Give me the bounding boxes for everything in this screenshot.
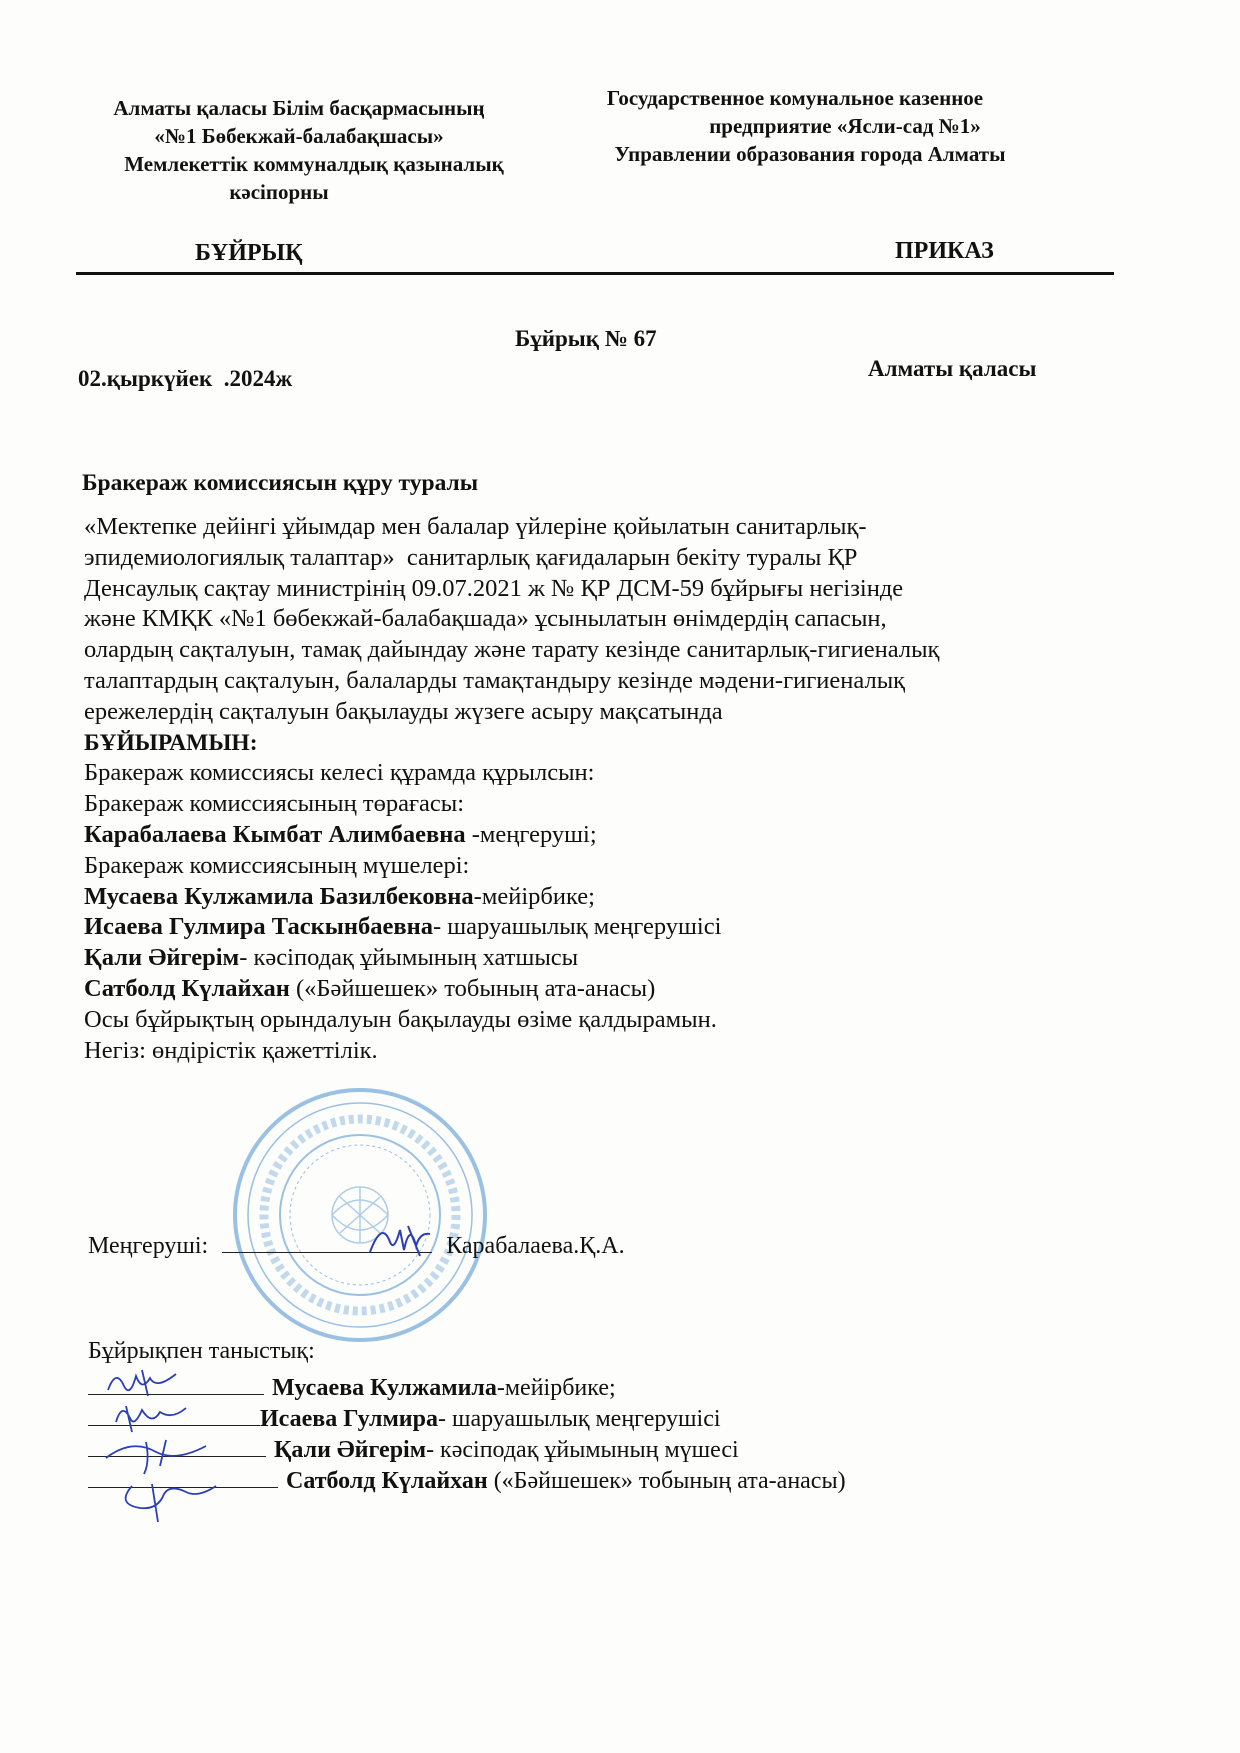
order-title-ru: ПРИКАЗ — [895, 238, 994, 264]
director-label: Меңгеруші: — [88, 1233, 209, 1259]
control-clause: Осы бұйрықтың орындалуын бақылауды өзіме қалдырамын. — [84, 1005, 717, 1033]
chair-label: Бракераж комиссиясының төрағасы: — [84, 790, 465, 818]
member-row — [84, 912, 1124, 943]
chair-row — [84, 820, 1124, 851]
preamble-line: олардың сақталуын, тамақ дайындау және тарату кезінде санитарлық-гигиеналық — [84, 636, 940, 664]
header-ru-block — [570, 84, 1050, 168]
member-name: Исаева Гулмира Таскынбаевна — [84, 913, 433, 941]
member-row — [84, 974, 1124, 1005]
header-ru-line: Государственное комунальное казенное — [606, 86, 984, 110]
member-row — [84, 943, 1124, 974]
ack-signatures-icon — [86, 1362, 266, 1527]
order-number: Бұйрық № 67 — [515, 326, 657, 351]
preamble-line: талаптардың сақталуын, балаларды тамақтандыру кезінде мәдени-гигиеналық — [84, 666, 906, 694]
order-subject: Бракераж комиссиясын құру туралы — [82, 470, 479, 496]
ack-role: -мейірбике; — [496, 1375, 616, 1401]
member-role: - шаруашылық меңгерушісі — [433, 913, 722, 941]
ack-role: - кәсіподақ ұйымының мүшесі — [426, 1437, 739, 1463]
header-kz-line: кәсіпорны — [229, 180, 329, 204]
member-role: («Бәйшешек» тобының ата-анасы) — [289, 974, 656, 1002]
member-name: Қали Әйгерім — [84, 944, 240, 972]
ack-role: - шаруашылық меңгерушісі — [437, 1406, 721, 1432]
acknowledgement-label: Бұйрықпен таныстық: — [88, 1338, 315, 1364]
commission-intro: Бракераж комиссиясы келесі құрамда құрылсын: — [84, 759, 595, 787]
decree-heading: БҰЙЫРАМЫН: — [84, 729, 258, 756]
member-name: Мусаева Кулжамила Базилбековна — [84, 882, 474, 910]
chair-role: -меңгеруші; — [465, 820, 597, 848]
ack-name: Мусаева Кулжамила — [272, 1375, 497, 1401]
director-signature-row — [88, 1228, 625, 1260]
basis-clause: Негіз: өндірістік қажеттілік. — [84, 1036, 378, 1064]
header-ru-line: Управлении образования города Алматы — [614, 142, 1006, 166]
preamble-line: «Мектепке дейінгі ұйымдар мен балалар үйлеріне қойылатын санитарлық- — [84, 513, 867, 540]
header-ru-line: предприятие «Ясли-сад №1» — [709, 114, 981, 138]
member-row — [84, 882, 1124, 913]
member-name: Сатболд Күлайхан — [84, 974, 290, 1002]
ack-name: Исаева Гулмира — [260, 1406, 438, 1432]
preamble-line: Денсаулық сақтау министрінің 09.07.2021 ж № ҚР ДСМ-59 бұйрығы негізінде — [84, 574, 904, 602]
order-date: 02.қыркүйек .2024ж — [78, 366, 293, 391]
preamble-line: және КМҚК «№1 бөбекжай-балабақшада» ұсынылатын өнімдердің сапасын, — [84, 605, 887, 633]
order-body — [84, 512, 1124, 1066]
header-kz-line: Мемлекеттік коммуналдық қазыналық — [124, 152, 504, 176]
ack-name: Қали Әйгерім — [274, 1437, 427, 1463]
chair-name: Карабалаева Кымбат Алимбаевна — [84, 820, 466, 848]
ack-role: («Бәйшешек» тобының ата-анасы) — [487, 1468, 846, 1494]
header-kz-line: Алматы қаласы Білім басқармасының — [113, 96, 485, 120]
preamble-line: ережелердің сақталуын бақылауды жүзеге асыру мақсатында — [84, 697, 723, 725]
ack-name: Сатболд Күлайхан — [286, 1468, 488, 1494]
header-kz-block — [64, 94, 534, 206]
preamble-line: эпидемиологиялық талаптар» санитарлық қағидаларын бекіту туралы ҚР — [84, 543, 858, 571]
member-role: - кәсіподақ ұйымының хатшысы — [239, 944, 579, 972]
order-city: Алматы қаласы — [868, 356, 1037, 381]
members-label: Бракераж комиссиясының мүшелері: — [84, 851, 470, 879]
director-name: Карабалаева.Қ.А. — [446, 1233, 625, 1259]
member-role: -мейірбике; — [473, 882, 595, 910]
order-title-kz: БҰЙРЫҚ — [195, 240, 303, 266]
header-divider — [76, 272, 1114, 275]
director-signature-icon — [360, 1212, 450, 1262]
header-kz-line: «№1 Бөбекжай-балабақшасы» — [154, 124, 444, 148]
